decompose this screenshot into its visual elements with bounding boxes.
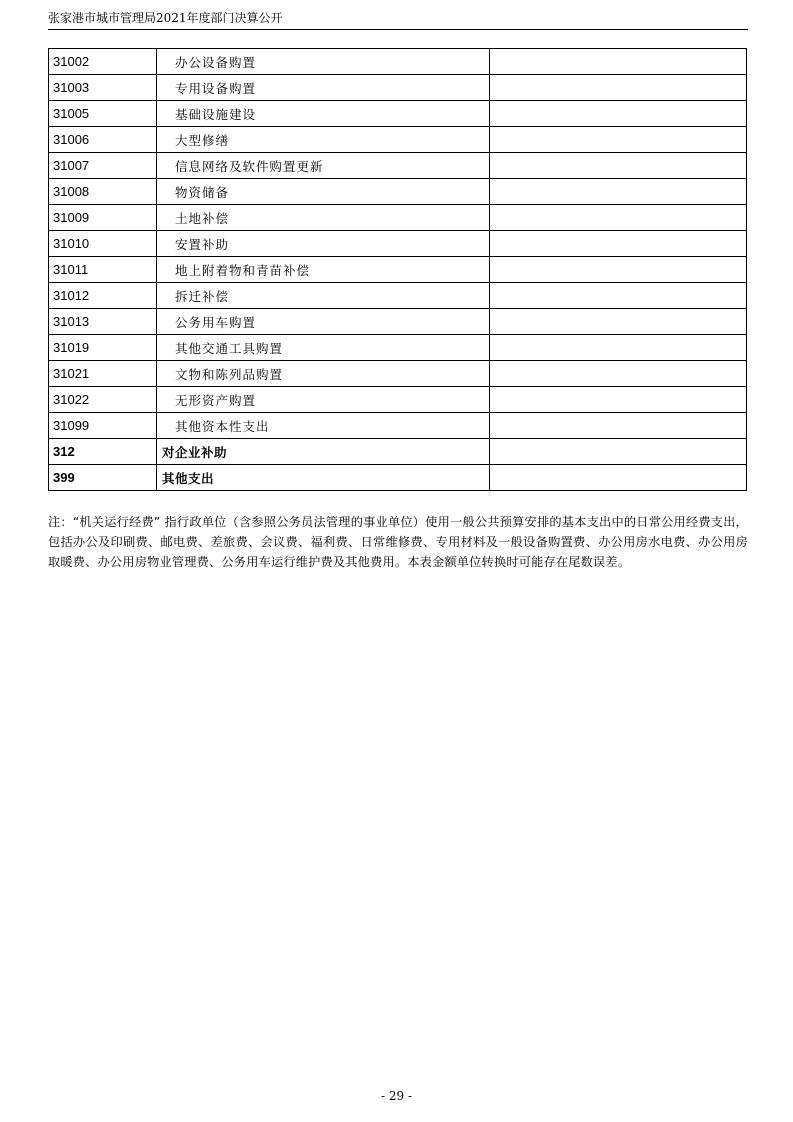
row-code-cell: 31010 xyxy=(49,231,157,257)
table-row xyxy=(49,231,747,257)
row-code-cell: 31012 xyxy=(49,283,157,309)
header-divider xyxy=(48,29,748,30)
row-name-cell: 大型修缮 xyxy=(157,127,490,153)
row-amount-cell xyxy=(490,101,747,127)
row-name-cell: 无形资产购置 xyxy=(157,387,490,413)
page-number: - 29 - xyxy=(380,1089,412,1103)
row-code-cell: 31009 xyxy=(49,205,157,231)
table-row xyxy=(49,283,747,309)
table-row xyxy=(49,465,747,491)
row-amount-cell xyxy=(490,231,747,257)
row-name-cell: 安置补助 xyxy=(157,231,490,257)
table-row xyxy=(49,439,747,465)
row-name-cell: 基础设施建设 xyxy=(157,101,490,127)
row-name-cell: 文物和陈列品购置 xyxy=(157,361,490,387)
row-amount-cell xyxy=(490,127,747,153)
row-amount-cell xyxy=(490,309,747,335)
row-amount-cell xyxy=(490,361,747,387)
table-row xyxy=(49,205,747,231)
row-amount-cell xyxy=(490,49,747,75)
table-row xyxy=(49,127,747,153)
row-code-cell: 31011 xyxy=(49,257,157,283)
row-amount-cell xyxy=(490,465,747,491)
row-code-cell: 31013 xyxy=(49,309,157,335)
row-name-cell: 专用设备购置 xyxy=(157,75,490,101)
row-name-cell: 其他支出 xyxy=(157,465,490,491)
row-amount-cell xyxy=(490,283,747,309)
table-row xyxy=(49,361,747,387)
table-row xyxy=(49,49,747,75)
row-amount-cell xyxy=(490,205,747,231)
row-code-cell: 31021 xyxy=(49,361,157,387)
row-name-cell: 对企业补助 xyxy=(157,439,490,465)
row-name-cell: 物资储备 xyxy=(157,179,490,205)
page-header-title: 张家港市城市管理局2021年度部门决算公开 xyxy=(48,11,283,25)
row-code-cell: 31008 xyxy=(49,179,157,205)
table-row xyxy=(49,75,747,101)
table-row xyxy=(49,309,747,335)
table-row xyxy=(49,153,747,179)
row-amount-cell xyxy=(490,75,747,101)
table-row xyxy=(49,335,747,361)
row-code-cell: 31022 xyxy=(49,387,157,413)
row-name-cell: 地上附着物和青苗补偿 xyxy=(157,257,490,283)
row-amount-cell xyxy=(490,179,747,205)
row-name-cell: 其他交通工具购置 xyxy=(157,335,490,361)
expenditure-table xyxy=(48,48,747,491)
row-name-cell: 拆迁补偿 xyxy=(157,283,490,309)
row-code-cell: 31005 xyxy=(49,101,157,127)
row-amount-cell xyxy=(490,153,747,179)
table-footnote: 注：“机关运行经费” 指行政单位（含参照公务员法管理的事业单位）使用一般公共预算安排的基本支出中的日常公用经费支出，包括办公及印刷费、邮电费、差旅费、会议费、福利费、日常维修费、专用材料及一般设备购置费、办公用房水电费、办公用房取暖费、办公用房物业管理费、公务用车运行维护费及其他费用。本表金额单位转换时可能存在尾数误差。 xyxy=(48,515,748,569)
row-code-cell: 312 xyxy=(49,439,157,465)
row-code-cell: 31007 xyxy=(49,153,157,179)
row-amount-cell xyxy=(490,257,747,283)
row-code-cell: 31002 xyxy=(49,49,157,75)
table-row xyxy=(49,387,747,413)
row-code-cell: 31019 xyxy=(49,335,157,361)
row-name-cell: 其他资本性支出 xyxy=(157,413,490,439)
table-row xyxy=(49,257,747,283)
row-code-cell: 399 xyxy=(49,465,157,491)
row-name-cell: 办公设备购置 xyxy=(157,49,490,75)
row-amount-cell xyxy=(490,439,747,465)
expenditure-table-body xyxy=(49,49,747,491)
row-amount-cell xyxy=(490,413,747,439)
row-code-cell: 31006 xyxy=(49,127,157,153)
row-name-cell: 土地补偿 xyxy=(157,205,490,231)
row-code-cell: 31099 xyxy=(49,413,157,439)
table-row xyxy=(49,101,747,127)
row-code-cell: 31003 xyxy=(49,75,157,101)
table-row xyxy=(49,179,747,205)
row-name-cell: 公务用车购置 xyxy=(157,309,490,335)
row-name-cell: 信息网络及软件购置更新 xyxy=(157,153,490,179)
table-row xyxy=(49,413,747,439)
row-amount-cell xyxy=(490,335,747,361)
row-amount-cell xyxy=(490,387,747,413)
